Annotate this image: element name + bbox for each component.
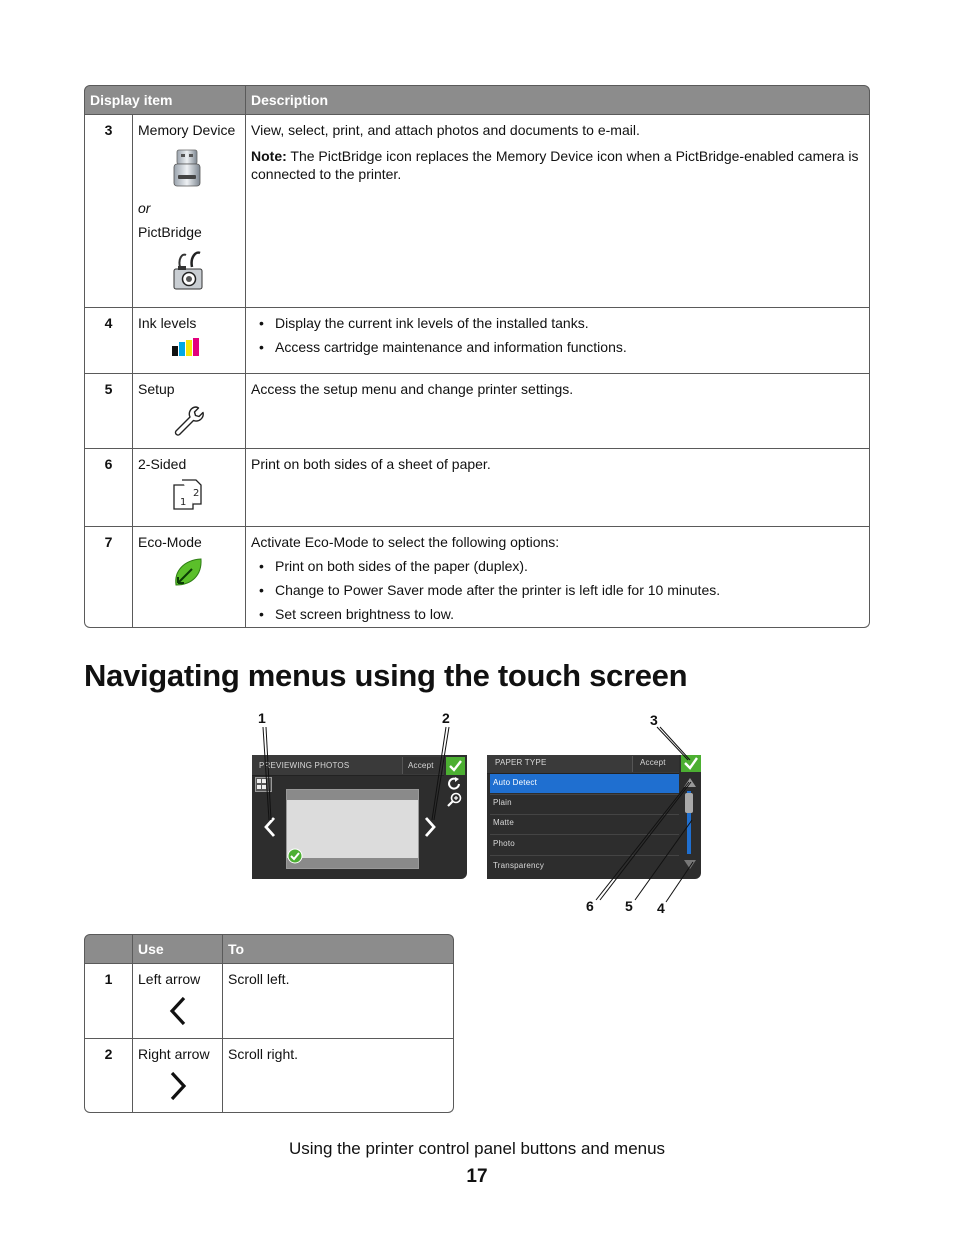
row-number: 2 bbox=[84, 1039, 133, 1113]
use-label: Left arrow bbox=[138, 971, 201, 987]
item-label: Eco-Mode bbox=[138, 534, 202, 550]
table-row bbox=[84, 1039, 454, 1113]
item-label: 2-Sided bbox=[138, 456, 187, 472]
description-text: Print on both sides of a sheet of paper. bbox=[251, 456, 491, 472]
list-item: • Set screen brightness to low. bbox=[251, 605, 864, 623]
note-label: Note: bbox=[251, 148, 287, 164]
use-cell bbox=[133, 964, 223, 1039]
description-text: Activate Eco-Mode to select the following options: bbox=[251, 534, 560, 550]
item-label: Setup bbox=[138, 381, 175, 397]
list-item[interactable]: Transparency bbox=[493, 861, 545, 870]
row-number: 5 bbox=[84, 374, 133, 449]
list-item[interactable]: Matte bbox=[493, 818, 515, 827]
header-blank bbox=[84, 934, 133, 964]
to-cell: Scroll left. bbox=[223, 964, 454, 1039]
callout-3: 3 bbox=[650, 712, 658, 728]
screen-title: PREVIEWING PHOTOS bbox=[259, 761, 350, 770]
right-arrow-icon bbox=[168, 1071, 217, 1105]
svg-text:1: 1 bbox=[180, 497, 187, 508]
left-arrow-icon bbox=[168, 996, 217, 1030]
callout-6: 6 bbox=[586, 898, 594, 914]
accept-label: Accept bbox=[408, 761, 434, 770]
footer-title: Using the printer control panel buttons and menus bbox=[288, 1139, 666, 1158]
page-number: 17 bbox=[466, 1166, 488, 1187]
description-text: View, select, print, and attach photos and documents to e-mail. bbox=[251, 122, 640, 138]
use-label: Right arrow bbox=[138, 1046, 210, 1062]
header-display-item: Display item bbox=[84, 85, 246, 115]
header-to: To bbox=[223, 934, 454, 964]
list-item[interactable]: Photo bbox=[493, 839, 515, 848]
row-number: 3 bbox=[84, 115, 133, 308]
header-description: Description bbox=[246, 85, 870, 115]
screen-title: PAPER TYPE bbox=[495, 758, 547, 767]
description-text: Access the setup menu and change printer settings. bbox=[251, 381, 574, 397]
row-number: 4 bbox=[84, 308, 133, 374]
callout-5: 5 bbox=[625, 898, 633, 914]
list-item: • Change to Power Saver mode after the printer is left idle for 10 minutes. bbox=[251, 581, 864, 599]
callout-1: 1 bbox=[258, 710, 266, 726]
list-item: • Access cartridge maintenance and information functions. bbox=[251, 338, 864, 356]
accept-label: Accept bbox=[640, 758, 666, 767]
table-row bbox=[84, 964, 454, 1039]
or-label: or bbox=[138, 200, 151, 216]
item-label: Memory Device bbox=[138, 122, 236, 138]
row-number: 6 bbox=[84, 449, 133, 527]
callout-4: 4 bbox=[657, 900, 665, 916]
use-cell bbox=[133, 1039, 223, 1113]
row-number: 7 bbox=[84, 527, 133, 628]
to-cell: Scroll right. bbox=[223, 1039, 454, 1113]
list-item: • Display the current ink levels of the installed tanks. bbox=[251, 314, 864, 332]
row-number: 1 bbox=[84, 964, 133, 1039]
header-use: Use bbox=[133, 934, 223, 964]
section-heading: Navigating menus using the touch screen bbox=[84, 658, 688, 693]
table-header-row bbox=[84, 934, 454, 964]
list-item[interactable]: Plain bbox=[493, 798, 512, 807]
callout-2: 2 bbox=[442, 710, 450, 726]
note-text: The PictBridge icon replaces the Memory Device icon when a PictBridge-enabled camera is connected to the printer. bbox=[251, 148, 859, 182]
list-item: • Print on both sides of the paper (duplex). bbox=[251, 557, 864, 575]
item-alt-label: PictBridge bbox=[138, 224, 202, 240]
item-label: Ink levels bbox=[138, 315, 197, 331]
navigation-table bbox=[84, 934, 454, 1113]
list-item[interactable]: Auto Detect bbox=[493, 778, 538, 787]
svg-text:2: 2 bbox=[193, 488, 200, 499]
